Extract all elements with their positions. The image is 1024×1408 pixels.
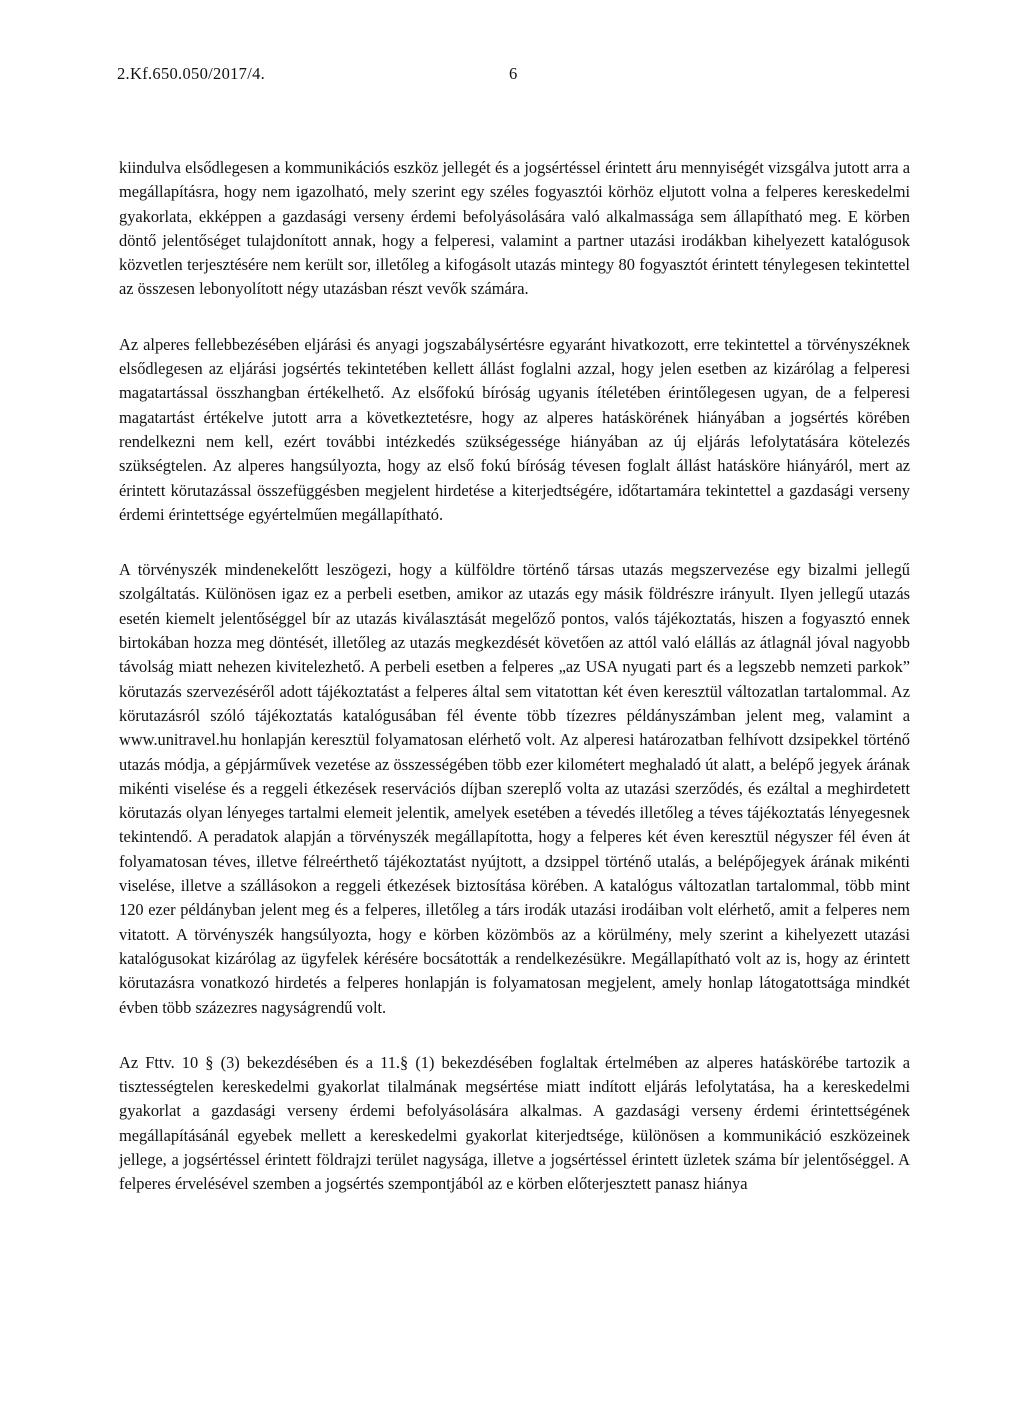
document-body <box>119 156 910 1228</box>
paragraph-2: Az alperes fellebbezésében eljárási és anyagi jogszabálysértésre egyaránt hivatkozott, erre tekintettel a törvényszéknek elsődlegesen az eljárási jogsértés tekintetében kellett állást foglalni azzal, hogy jelen esetben az kizárólag a felperesi magatartással összhangban értékelhető. Az elsőfokú bíróság ugyanis ítéletében érintőlegesen ugyan, de a felperesi magatartást értékelve jutott arra a következtetésre, hogy az alperes hatáskörének hiányában a jogsértés körében rendelkezni nem kell, ezért további intézkedés szükségessége hiányában az új eljárás lefolytatására kötelezés szükségtelen. Az alperes hangsúlyozta, hogy az első fokú bíróság tévesen foglalt állást hatásköre hiányáról, mert az érintett körutazással összefüggésben megjelent hirdetése a kiterjedtségére, időtartamára tekintettel a gazdasági verseny érdemi érintettsége egyértelműen megállapítható. <box>119 334 910 524</box>
page-header <box>117 64 917 88</box>
paragraph-4: Az Fttv. 10 § (3) bekezdésében és a 11.§ (1) bekezdésében foglaltak értelmében az alperes hatáskörébe tartozik a tisztességtelen kereskedelmi gyakorlat tilalmának megsértése miatt indított eljárás lefolytatása, ha a kereskedelmi gyakorlat a gazdasági verseny érdemi befolyásolására alkalmas. A gazdasági verseny érdemi érintettségének megállapításánál egyebek mellett a kereskedelmi gyakorlat kiterjedtsége, különösen a kommunikáció eszközeinek jellege, a jogsértéssel érintett földrajzi terület nagysága, illetve a jogsértéssel érintett üzletek száma bír jelentőséggel. A felperes érvelésével szemben a jogsértés szempontjából az e körben előterjesztett panasz hiánya <box>119 1052 910 1194</box>
paragraph-3: A törvényszék mindenekelőtt leszögezi, hogy a külföldre történő társas utazás megszervezése egy bizalmi jellegű szolgáltatás. Különösen igaz ez a perbeli esetben, amikor az utazás egy másik földrészre irányult. Ilyen jellegű utazás esetén kiemelt jelentőséggel bír az utazás kiválasztását megelőző pontos, valós tájékoztatás, hiszen a fogyasztó ennek birtokában hozza meg döntését, illetőleg az utazás megkezdését követően az attól való elállás az átlagnál jóval nagyobb távolság miatt nehezen kivitelezhető. A perbeli esetben a felperes „az USA nyugati part és a legszebb nemzeti parkok” körutazás szervezéséről adott tájékoztatást a felperes által sem vitatottan két éven keresztül változatlan tartalommal. Az körutazásról szóló tájékoztatás katalógusában fél évente több tízezres példányszámban jelent meg, valamint a www.unitravel.hu honlapján keresztül folyamatosan elérhető volt. Az alperesi határozatban felhívott dzsipekkel történő utazás módja, a gépjárművek vezetése az összességében több ezer kilométert meghaladó út alatt, a belépő jegyek árának mikénti viselése és a reggeli étkezések reservációs díjban szereplő volta az utazási szerződés, és ezáltal a meghirdetett körutazás olyan lényeges tartalmi elemeit jelentik, amelyek esetében a tévedés illetőleg a téves tájékoztatás lényegesnek tekintendő. A peradatok alapján a törvényszék megállapította, hogy a felperes két éven keresztül négyszer fél éven át folyamatosan téves, illetve félreérthető tájékoztatást nyújtott, a dzsippel történő utalás, a belépőjegyek árának mikénti viselése, illetve a szállásokon a reggeli étkezések biztosítása körében. A katalógus változatlan tartalommal, több mint 120 ezer példányban jelent meg és a felperes, illetőleg a társ irodák utazási irodáiban volt elérhető, amit a felperes nem vitatott. A törvényszék hangsúlyozta, hogy e körben közömbös az a körülmény, mely szerint a kihelyezett utazási katalógusokat kizárólag az ügyfelek kérésére bocsátották a rendelkezésükre. Megállapítható volt az is, hogy az érintett körutazásra vonatkozó hirdetés a felperes honlapján is folyamatosan megjelent, amely honlap látogatottsága mindkét évben több százezres nagyságrendű volt. <box>119 560 910 1017</box>
page-number: 6 <box>509 64 518 83</box>
paragraph-1: kiindulva elsődlegesen a kommunikációs eszköz jellegét és a jogsértéssel érintett áru mennyiségét vizsgálva jutott arra a megállapításra, hogy nem igazolható, mely szerint egy széles fogyasztói körhöz eljutott volna a felperes kereskedelmi gyakorlata, ekképpen a gazdasági verseny érdemi befolyásolására való alkalmassága sem állapítható meg. E körben döntő jelentőséget tulajdonított annak, hogy a felperesi, valamint a partner utazási irodákban kihelyezett katalógusok közvetlen terjesztésére nem került sor, illetőleg a kifogásolt utazás mintegy 80 fogyasztót érintett ténylegesen tekintettel az összesen lebonyolított négy utazásban részt vevők számára. <box>119 158 910 299</box>
document-case-number: 2.Kf.650.050/2017/4. <box>117 64 266 83</box>
